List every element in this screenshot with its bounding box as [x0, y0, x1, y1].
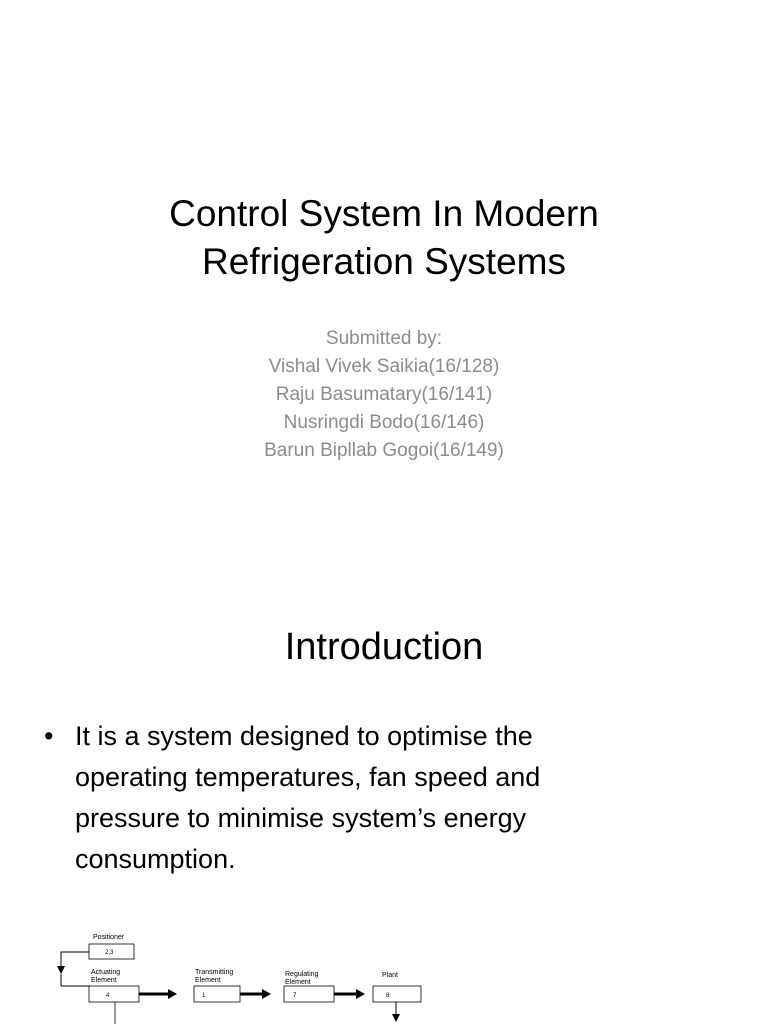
presentation-title — [60, 190, 708, 286]
member-name: Raju Basumatary(16/141) — [275, 384, 493, 405]
feedback-line — [61, 952, 89, 966]
title-line-2: Refrigeration Systems — [202, 241, 566, 282]
slide-introduction — [0, 576, 768, 1024]
submitted-by-label: Submitted by: — [325, 328, 443, 349]
plant-label: Plant — [382, 972, 398, 979]
introduction-heading: Introduction — [284, 626, 484, 668]
bullet-line: pressure to minimise system’s energy — [75, 803, 527, 833]
bullet-line: consumption. — [75, 844, 236, 874]
actuating-label: Actuating — [91, 969, 121, 976]
transmitting-value: 1 — [202, 993, 206, 999]
positioner-value: 2,3 — [105, 950, 114, 956]
actuating-value: 4 — [106, 993, 110, 999]
actuating-label-2: Element — [91, 977, 117, 984]
member-name: Barun Bipllab Gogoi(16/149) — [264, 440, 504, 461]
bullet-line: operating temperatures, fan speed and — [75, 762, 541, 792]
arrow-down-icon — [57, 966, 65, 974]
transmitting-box — [194, 986, 240, 1002]
arrow-right-icon — [168, 989, 177, 999]
regulating-box — [284, 986, 334, 1002]
arrow-down-icon — [392, 1014, 400, 1022]
plant-value: 8 — [386, 993, 390, 999]
member-name: Vishal Vivek Saikia(16/128) — [268, 356, 500, 377]
regulating-value: 7 — [293, 993, 297, 999]
transmitting-label: Transmitting — [195, 969, 234, 976]
positioner-label: Positioner — [93, 934, 125, 941]
submitted-by-block — [60, 325, 708, 465]
transmitting-label-2: Element — [195, 977, 221, 984]
arrow-right-icon — [356, 989, 365, 999]
regulating-label-2: Element — [285, 979, 311, 986]
bullet-list — [40, 716, 680, 880]
regulating-label: Regulating — [285, 971, 319, 978]
actuating-box — [89, 986, 139, 1002]
arrow-right-icon — [262, 989, 271, 999]
bullet-item — [40, 716, 680, 880]
plant-box — [373, 986, 421, 1002]
bullet-icon: • — [44, 721, 54, 751]
bullet-line: It is a system designed to optimise the — [75, 721, 533, 751]
control-block-diagram — [0, 926, 768, 1024]
title-line-1: Control System In Modern — [169, 193, 599, 234]
member-name: Nusringdi Bodo(16/146) — [283, 412, 485, 433]
